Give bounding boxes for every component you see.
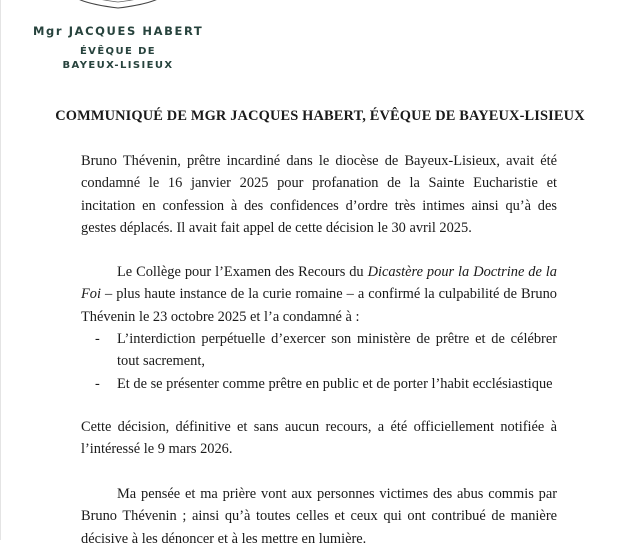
- bishop-title-line2: BAYEUX-LISIEUX: [62, 60, 174, 71]
- paragraph-priere: Ma pensée et ma prière vont aux personnes victimes des abus commis par Bruno Thévenin ; ainsi qu’à toutes celles et ceux qui ont contribué de manière décisive à les dénoncer et à les mettre en lumière.: [81, 486, 557, 547]
- sanctions-list: [81, 328, 557, 395]
- document-heading: COMMUNIQUÉ DE MGR JACQUES HABERT, ÉVÊQUE DE BAYEUX-LISIEUX: [55, 108, 585, 124]
- paragraph-appel: [81, 261, 557, 328]
- bishop-title-line1: ÉVÊQUE DE: [79, 46, 157, 57]
- list-item: [81, 373, 557, 395]
- dicastere-name: Dicastère pour la Doctrine de la Foi: [81, 264, 558, 303]
- paragraph-decision: Cette décision, définitive et sans aucun recours, a été officiellement notifiée à l’intéressé le 9 mars 2026.: [81, 419, 557, 458]
- episcopal-seal-logo: [62, 0, 174, 10]
- list-item: [81, 328, 557, 373]
- paragraph-appel-text-start: Le Collège pour l’Examen des Recours du: [117, 264, 368, 280]
- dash-bullet: -: [95, 375, 100, 392]
- dash-bullet: -: [95, 331, 100, 347]
- paragraph-appel-text-end: – plus haute instance de la curie romaine – a confirmé la culpabilité de Bruno Thévenin le 23 octobre 2025 et l’a condamné à :: [81, 286, 557, 325]
- paragraph-condamnation: Bruno Thévenin, prêtre incardiné dans le diocèse de Bayeux-Lisieux, avait été condamné le 16 janvier 2025 pour profanation de la Sainte Eucharistie et incitation en confession à des confidences d’ordre très intimes ainsi qu’à des gestes déplacés. Il avait fait appel de cette décision le 30 avril 2025.: [81, 153, 557, 236]
- bishop-name: Mgr JACQUES HABERT: [33, 24, 204, 38]
- list-item-text: Et de se présenter comme prêtre en public et de porter l’habit ecclésiastique: [117, 375, 553, 392]
- page-edge: [0, 0, 1, 540]
- letterhead: [33, 24, 203, 71]
- list-item-text: L’interdiction perpétuelle d’exercer son ministère de prêtre et de célébrer tout sacrement,: [117, 331, 557, 370]
